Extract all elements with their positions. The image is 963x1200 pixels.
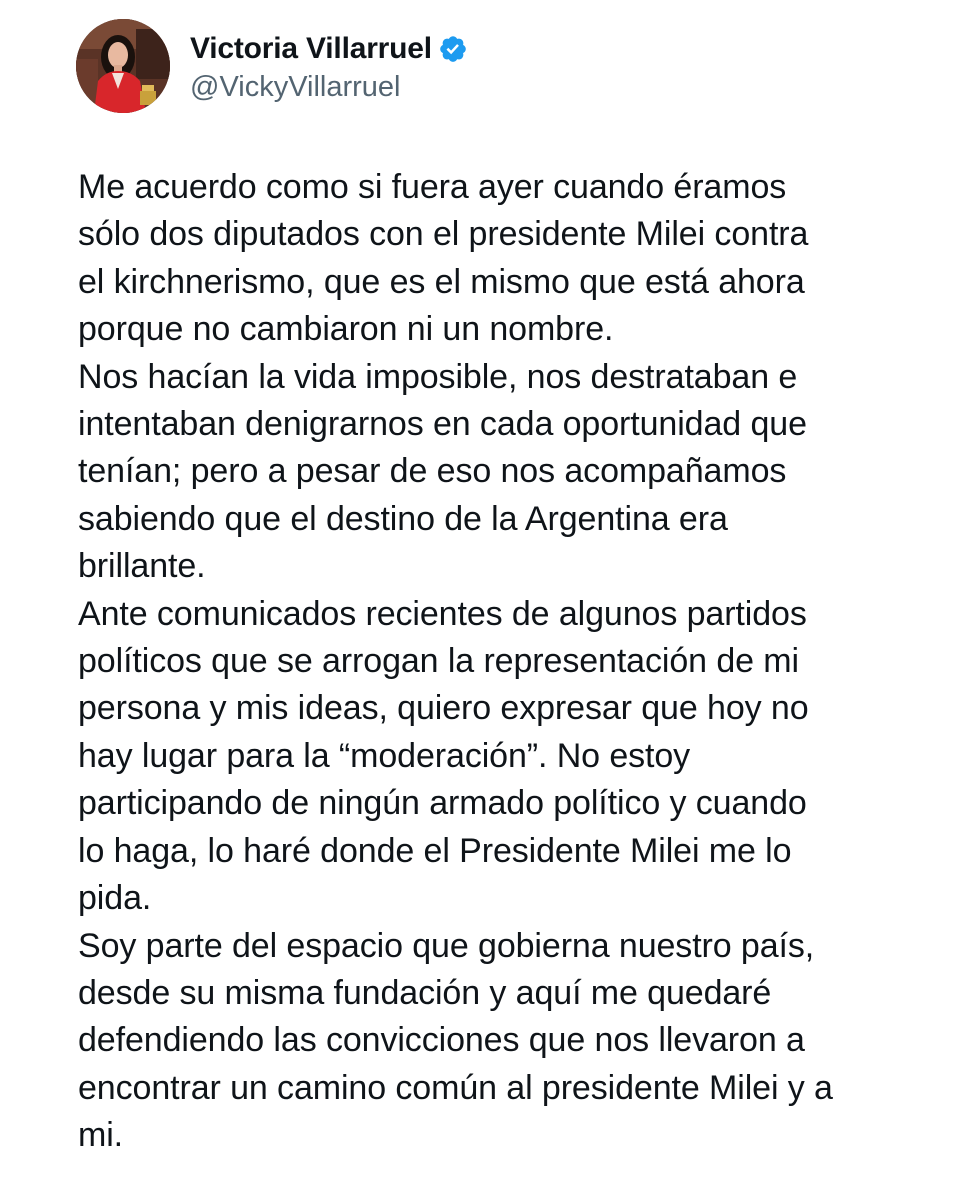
tweet-paragraph: Ante comunicados recientes de algunos partidos políticos que se arrogan la representación de mi persona y mis ideas, quiero expresar que hoy no hay lugar para la “moderación”. No estoy participando de ningún armado político y cuando lo haga, lo haré donde el Presidente Milei me lo pida.	[78, 594, 809, 918]
tweet-paragraph: Soy parte del espacio que gobierna nuestro país, desde su misma fundación y aquí me quedaré defendiendo las convicciones que nos llevaron a encontrar un camino común al presidente Milei y a mi.	[78, 926, 833, 1155]
display-name[interactable]: Victoria Villarruel	[190, 31, 432, 65]
verified-badge-icon	[438, 34, 468, 64]
name-row	[190, 29, 468, 69]
tweet-paragraph: Me acuerdo como si fuera ayer cuando éramos sólo dos diputados con el presidente Milei contra el kirchnerismo, que es el mismo que está ahora porque no cambiaron ni un nombre.	[78, 168, 809, 349]
tweet-header	[76, 18, 468, 114]
tweet-text	[78, 164, 938, 1160]
avatar[interactable]	[76, 19, 170, 113]
profile-photo-icon	[76, 19, 170, 113]
author-identity	[190, 29, 468, 104]
tweet-paragraph: Nos hacían la vida imposible, nos destrataban e intentaban denigrarnos en cada oportunidad que tenían; pero a pesar de eso nos acompañamos sabiendo que el destino de la Argentina era brillante.	[78, 357, 807, 586]
user-handle[interactable]: @VickyVillarruel	[190, 70, 401, 103]
